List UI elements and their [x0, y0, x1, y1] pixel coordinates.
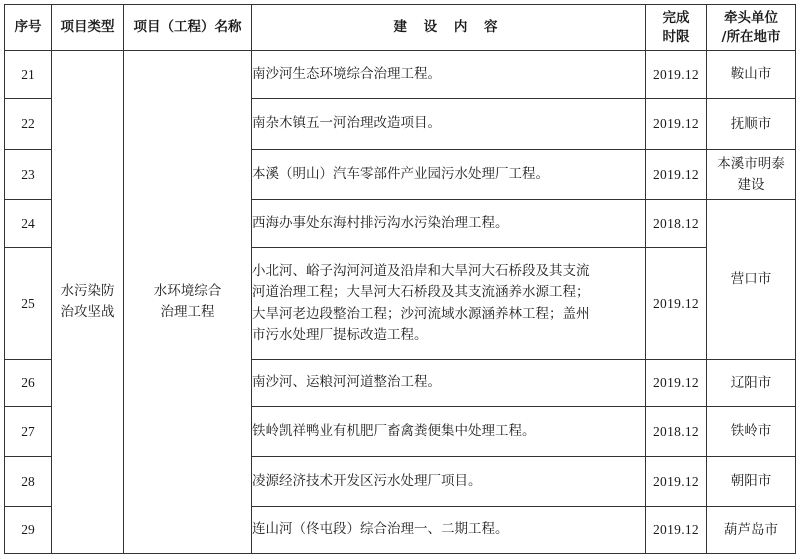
- row-content-line: 大旱河老边段整治工程；沙河流域水源涵养林工程；盖州: [252, 305, 590, 322]
- row-unit: 朝阳市: [707, 457, 796, 507]
- header-unit-line1: 牵头单位: [724, 9, 778, 26]
- row-unit: 铁岭市: [707, 407, 796, 457]
- row-seq: 29: [5, 507, 52, 554]
- row-seq: 21: [5, 51, 52, 99]
- row-seq: 27: [5, 407, 52, 457]
- row-seq: 28: [5, 457, 52, 507]
- header-unit-line2: /所在地市: [721, 28, 781, 45]
- row-deadline: 2018.12: [646, 407, 707, 457]
- row-content: [252, 248, 646, 360]
- row-deadline: 2019.12: [646, 51, 707, 99]
- row-content-line: 市污水处理厂提标改造工程。: [252, 327, 428, 343]
- project-type-line1: 水污染防: [60, 283, 115, 299]
- header-deadline: [646, 5, 707, 51]
- row-content: 南杂木镇五一河治理改造项目。: [252, 99, 646, 150]
- header-name: 项目（工程）名称: [124, 5, 252, 51]
- header-unit: [707, 5, 796, 51]
- row-unit: 抚顺市: [707, 99, 796, 150]
- row-seq: 22: [5, 99, 52, 150]
- row-content: 西海办事处东海村排污沟水污染治理工程。: [252, 200, 646, 248]
- row-deadline: 2019.12: [646, 150, 707, 200]
- row-deadline: 2018.12: [646, 200, 707, 248]
- row-seq: 24: [5, 200, 52, 248]
- row-unit: [707, 150, 796, 200]
- header-deadline-line2: 时限: [662, 28, 690, 45]
- row-deadline: 2019.12: [646, 248, 707, 360]
- header-seq: 序号: [5, 5, 52, 51]
- table-header-row: [5, 5, 796, 51]
- row-deadline: 2019.12: [646, 507, 707, 554]
- row-deadline: 2019.12: [646, 457, 707, 507]
- row-unit: 葫芦岛市: [707, 507, 796, 554]
- row-unit-line1: 本溪市明泰: [717, 155, 785, 172]
- row-deadline: 2019.12: [646, 360, 707, 407]
- row-deadline: 2019.12: [646, 99, 707, 150]
- table-row: [5, 51, 796, 99]
- row-seq: 25: [5, 248, 52, 360]
- project-type-line2: 治攻坚战: [60, 304, 115, 320]
- row-seq: 26: [5, 360, 52, 407]
- header-deadline-line1: 完成: [662, 9, 690, 26]
- row-content: 铁岭凯祥鸭业有机肥厂畜禽粪便集中处理工程。: [252, 407, 646, 457]
- project-name-line1: 水环境综合: [153, 283, 222, 299]
- project-name-cell: [124, 51, 252, 554]
- project-type-cell: [52, 51, 124, 554]
- header-type: 项目类型: [52, 5, 124, 51]
- row-content: 凌源经济技术开发区污水处理厂项目。: [252, 457, 646, 507]
- row-unit: 营口市: [707, 200, 796, 360]
- row-content-line: 小北河、峪子沟河河道及沿岸和大旱河大石桥段及其支流: [252, 262, 590, 279]
- row-content: 南沙河、运粮河河道整治工程。: [252, 360, 646, 407]
- row-seq: 23: [5, 150, 52, 200]
- header-content: 建 设 内 容: [252, 5, 646, 51]
- project-name-line2: 治理工程: [160, 304, 215, 320]
- project-table: [4, 4, 796, 554]
- row-content: 南沙河生态环境综合治理工程。: [252, 51, 646, 99]
- row-content: 本溪（明山）汽车零部件产业园污水处理厂工程。: [252, 150, 646, 200]
- row-unit-line2: 建设: [737, 176, 765, 193]
- row-content: 连山河（佟屯段）综合治理一、二期工程。: [252, 507, 646, 554]
- row-content-line: 河道治理工程；大旱河大石桥段及其支流涵养水源工程；: [252, 284, 590, 300]
- row-unit: 辽阳市: [707, 360, 796, 407]
- row-unit: 鞍山市: [707, 51, 796, 99]
